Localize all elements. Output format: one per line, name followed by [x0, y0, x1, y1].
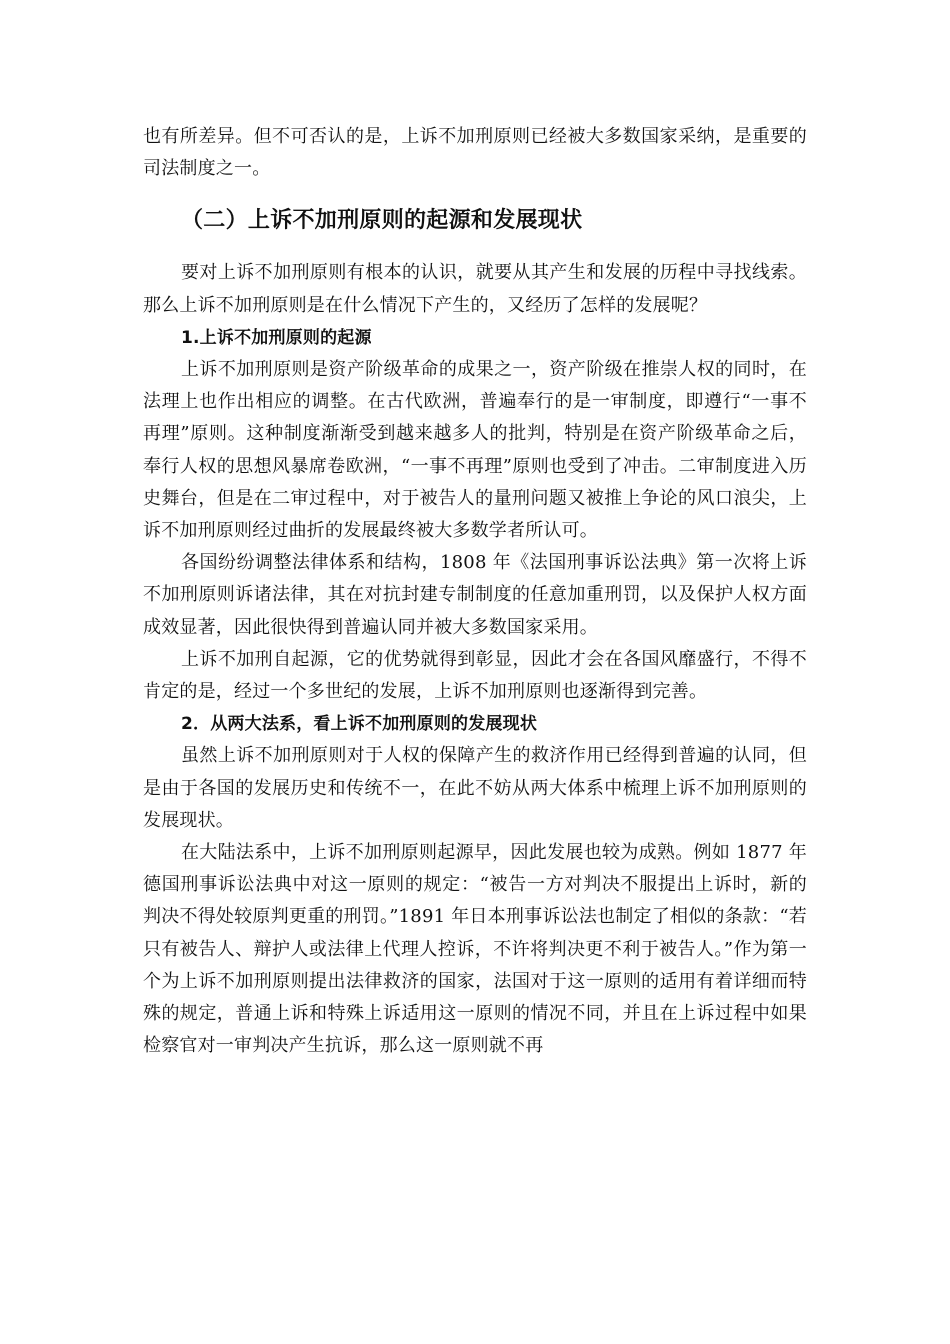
paragraph: 在大陆法系中，上诉不加刑原则起源早，因此发展也较为成熟。例如 1877 年德国刑事诉讼法典中对这一原则的规定：“被告一方对判决不服提出上诉时，新的判决不得处较原判更重的刑罚。”1891 年日本刑事诉讼法也制定了相似的条款：“若只有被告人、辩护人或法律上代理人控诉，不许将判决更不利于被告人。”作为第一个为上诉不加刑原则提出法律救济的国家，法国对于这一原则的适用有着详细而特殊的规定，普通上诉和特殊上诉适用这一原则的情况不同，并且在上诉过程中如果检察官对一审判决产生抗诉，那么这一原则就不再: [143, 842, 807, 1057]
section-heading: （二）上诉不加刑原则的起源和发展现状: [181, 208, 583, 234]
paragraph: 要对上诉不加刑原则有根本的认识，就要从其产生和发展的历程中寻找线索。那么上诉不加刑原则是在什么情况下产生的，又经历了怎样的发展呢？: [143, 262, 807, 316]
paragraph-continuation: 也有所差异。但不可否认的是，上诉不加刑原则已经被大多数国家采纳，是重要的司法制度之一。: [143, 126, 807, 180]
subsection-heading: 1.上诉不加刑原则的起源: [181, 327, 372, 348]
paragraph: 各国纷纷调整法律体系和结构，1808 年《法国刑事诉讼法典》第一次将上诉不加刑原则诉诸法律，其在对抗封建专制制度的任意加重刑罚，以及保护人权方面成效显著，因此很快得到普遍认同并被大多数国家采用。: [143, 552, 807, 638]
paragraph: 虽然上诉不加刑原则对于人权的保障产生的救济作用已经得到普遍的认同，但是由于各国的发展历史和传统不一，在此不妨从两大体系中梳理上诉不加刑原则的发展现状。: [143, 745, 807, 831]
subsection-heading: 2．从两大法系，看上诉不加刑原则的发展现状: [181, 714, 538, 735]
document-body: [143, 121, 807, 1062]
paragraph: 上诉不加刑原则是资产阶级革命的成果之一，资产阶级在推崇人权的同时，在法理上也作出相应的调整。在古代欧洲，普遍奉行的是一审制度，即遵行“一事不再理”原则。这种制度渐渐受到越来越多人的批判，特别是在资产阶级革命之后，奉行人权的思想风暴席卷欧洲，“一事不再理”原则也受到了冲击。二审制度进入历史舞台，但是在二审过程中，对于被告人的量刑问题又被推上争论的风口浪尖，上诉不加刑原则经过曲折的发展最终被大多数学者所认可。: [143, 359, 807, 542]
paragraph: 上诉不加刑自起源，它的优势就得到彰显，因此才会在各国风靡盛行，不得不肯定的是，经过一个多世纪的发展，上诉不加刑原则也逐渐得到完善。: [143, 648, 807, 703]
